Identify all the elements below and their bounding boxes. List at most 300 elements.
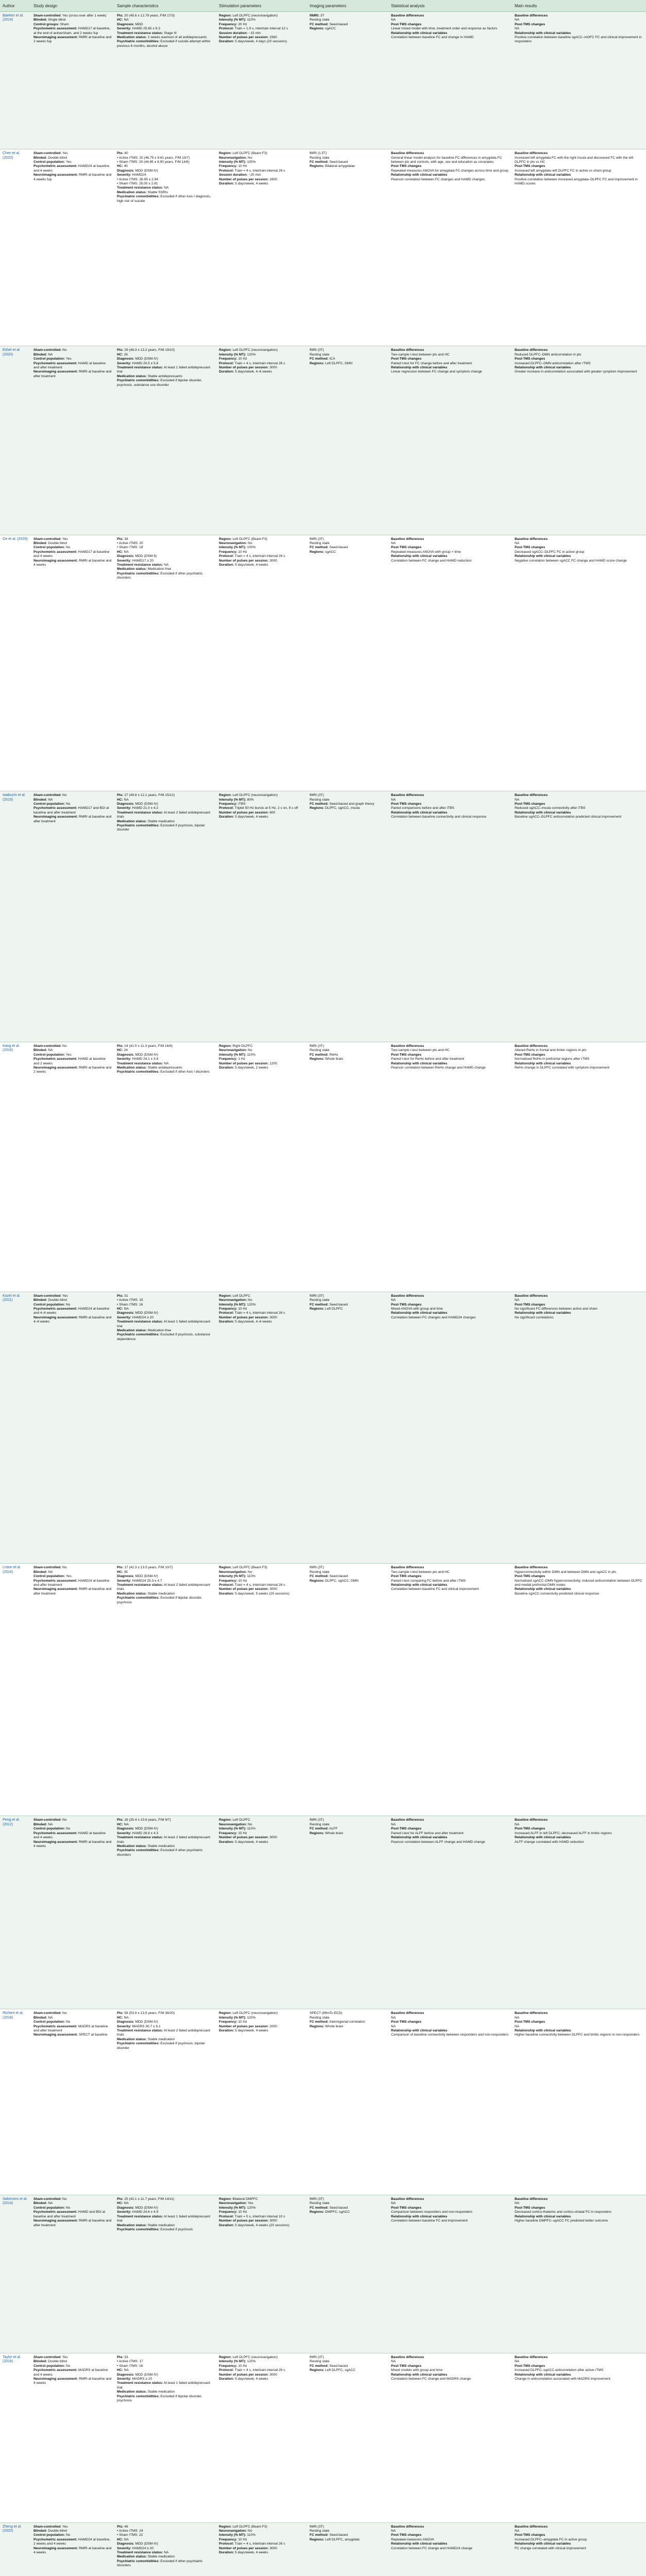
results-line: Post-TMS changes (515, 2533, 545, 2537)
results-cell (512, 2353, 646, 2522)
column-header-sample: Sample characteristics (114, 0, 216, 12)
imaging-line: RMRI: 3T (310, 14, 325, 18)
results-line: NA (515, 27, 520, 31)
imaging-cell (307, 535, 388, 791)
analysis-line: Pearson correlation between FC changes and HAMD changes (391, 177, 485, 181)
analysis-line: Post-TMS changes (391, 546, 421, 550)
author-link[interactable]: Ge et al. (2020) (3, 537, 28, 541)
imaging-line: Resting state (310, 2360, 330, 2364)
author-cell (0, 1292, 31, 1564)
stimulation-line: Region: Left DLPFC (neuronavigation) (219, 14, 278, 18)
analysis-line: Post-TMS changes (391, 164, 421, 168)
stimulation-cell (216, 2522, 307, 2576)
study-design-line: Neuroimaging assessment: RMRI at baseline and 4 weeks fup (33, 173, 112, 181)
analysis-line: Correlation between baseline FC and change in HAMD (391, 36, 474, 40)
stimulation-line: Number of pulses per session: 3000 (219, 2219, 277, 2223)
sample-line: Pts: 16 (35.4 ± 10.6 years, F/M 9/7) (117, 1818, 171, 1822)
stimulation-line: Intensity (% MT): 110% (219, 1053, 256, 1057)
results-line: Baseline differences (515, 1818, 548, 1822)
results-line: Baseline differences (515, 151, 548, 156)
results-line: Post-TMS changes (515, 2206, 545, 2210)
sample-line: Diagnosis: MDD (DSM-IV) (117, 2020, 158, 2024)
analysis-line: Paired t-test for ReHo before and after treatment (391, 1057, 464, 1061)
sample-line: Severity: HAMD 24.1 ± 3.8 (117, 1057, 159, 1061)
stimulation-line: Duration: 5 days/week, 4 weeks (219, 2028, 268, 2032)
sample-line: • Active rTMS: 20 (117, 541, 143, 546)
study-design-line: Sham-controlled: No (33, 1566, 67, 1570)
analysis-line: General linear model analysis for baseline FC differences in amygdala FC between pts and controls, with age, sex and education as covariates (391, 156, 502, 164)
results-line: Increased left amygdala–left DLPFC FC in active vs sham group (515, 168, 611, 173)
analysis-cell (388, 1564, 512, 1816)
author-link[interactable]: Peng et al. (2012) (3, 1818, 20, 1826)
results-line: NA (515, 2201, 520, 2206)
results-line: Relationship with clinical variables (515, 810, 571, 815)
results-line: Increased ALFF in left DLPFC; decreased ALFF in limbic regions (515, 1831, 612, 1835)
analysis-line: Correlation between FC change and MADRS change (391, 2377, 471, 2381)
column-header-imaging: Imaging parameters (307, 0, 388, 12)
stimulation-line: Session duration: ~20 min (219, 173, 261, 177)
stimulation-cell (216, 2195, 307, 2353)
study-design-line: Sham-controlled: No (33, 2011, 67, 2015)
sample-line: Pts: 27 (49.8 ± 12.1 years, F/M 15/12) (117, 793, 175, 798)
results-line: Hyperconnectivity within DMN and between DMN and sgACC in pts (515, 1570, 617, 1574)
design-cell (31, 535, 114, 791)
study-design-line: Psychometric assessment: HAMD24 at baseline and after treatment (33, 1579, 110, 1587)
sample-line: HC: NA (117, 18, 129, 22)
sample-line: Severity: HAMD 25.65 ± 6.3 (117, 27, 160, 31)
stimulation-line: Duration: 5 days/week, 4 weeks (219, 563, 268, 567)
table-row (0, 535, 646, 791)
stimulation-cell (216, 12, 307, 149)
analysis-line: Pearson correlation between ALFF change and HAMD change (391, 1840, 485, 1844)
results-line: Relationship with clinical variables (515, 2028, 571, 2032)
sample-cell (114, 1292, 216, 1564)
table-row (0, 1042, 646, 1292)
study-design-line: Blinded: Double blind (33, 2360, 67, 2364)
sample-line: Pts: 25 (42.1 ± 11.7 years, F/M 14/11) (117, 2197, 175, 2201)
table-row (0, 1292, 646, 1564)
analysis-line: Comparison between responders and non-responders (391, 2210, 472, 2214)
results-line: Post-TMS changes (515, 1302, 545, 1307)
imaging-line: fMRI (3T) (310, 2524, 324, 2529)
results-line: Baseline differences (515, 2524, 548, 2529)
sample-line: Psychiatric comorbidities: Excluded if other psychiatric disorders (117, 2559, 203, 2568)
imaging-cell (307, 2353, 388, 2522)
sample-line: Diagnosis: MDD (DSM-IV) (117, 802, 158, 806)
sample-line: HC: NA (117, 2368, 129, 2372)
results-line: Post-TMS changes (515, 164, 545, 168)
results-line: Normalised ReHo in prefrontal regions after rTMS (515, 1057, 590, 1061)
sample-cell (114, 2522, 216, 2576)
imaging-cell (307, 1564, 388, 1816)
analysis-line: Post-TMS changes (391, 2533, 421, 2537)
stimulation-line: Intensity (% MT): 120% (219, 1302, 256, 1307)
sample-line: Treatment resistance status: At least 1 failed antidepressant trial (117, 2214, 211, 2223)
sample-line: Treatment resistance status: NA (117, 2550, 169, 2554)
study-design-line: Blinded: NA (33, 1048, 53, 1053)
study-design-line: Sham-controlled: No (33, 348, 67, 352)
sample-line: Diagnosis: MDD (DSM-IV) (117, 357, 158, 361)
results-line: Baseline differences (515, 2011, 548, 2015)
stimulation-cell (216, 149, 307, 346)
analysis-line: Post-TMS changes (391, 2206, 421, 2210)
stimulation-line: Duration: 5 days/week, 4 weeks (219, 2550, 268, 2554)
study-design-line: Blinded: NA (33, 352, 53, 357)
imaging-line: FC method: Seed-based and graph theory (310, 802, 375, 806)
analysis-line: Baseline differences (391, 1294, 424, 1298)
study-design-line: Control groups: Sham (33, 22, 69, 26)
stimulation-line: Protocol: Train = 4 s, intertrain interval 26 s (219, 168, 285, 173)
imaging-cell (307, 2522, 388, 2576)
study-design-line: Control population: No (33, 802, 71, 806)
imaging-line: fMRI (3T) (310, 1818, 324, 1822)
sample-cell (114, 346, 216, 535)
analysis-line: Relationship with clinical variables (391, 810, 448, 815)
author-cell (0, 2009, 31, 2195)
stimulation-line: Protocol: Train = 4 s, intertrain interval 26 s (219, 1583, 285, 1587)
sample-line: • Sham rTMS: 20 (44.85 ± 8.90 years, F/M 14/6) (117, 160, 190, 164)
results-cell (512, 2522, 646, 2576)
stimulation-line: Duration: 5 days/week, 4–6 weeks (219, 370, 272, 374)
imaging-cell (307, 12, 388, 149)
stimulation-line: Duration: 5 days/week, 4 weeks (219, 1840, 268, 1844)
imaging-line: FC method: ICA (310, 357, 335, 361)
sample-cell (114, 1564, 216, 1816)
study-design-line: Psychometric assessment: HAMD17 at baseline, at the end of active/sham, and 2 weeks fup (33, 27, 111, 35)
analysis-cell (388, 791, 512, 1042)
table-row (0, 346, 646, 535)
imaging-line: FC method: Seed-based (310, 546, 348, 550)
imaging-line: Resting state (310, 1570, 330, 1574)
analysis-line: NA (391, 2529, 396, 2533)
results-line: Relationship with clinical variables (515, 1311, 571, 1315)
column-header-study-design: Study design (31, 0, 114, 12)
imaging-line: FC method: ALFF (310, 1827, 338, 1831)
imaging-cell (307, 346, 388, 535)
analysis-line: NA (391, 2015, 396, 2020)
analysis-line: Post-TMS changes (391, 802, 421, 806)
sample-cell (114, 2009, 216, 2195)
author-link[interactable]: Liston et al. (2014) (3, 1566, 21, 1574)
stimulation-line: Neuronavigation: No (219, 1570, 252, 1574)
sample-line: Pts: 58 (53.9 ± 13.5 years, F/M 38/20) (117, 2011, 175, 2015)
imaging-line: fMRI (3T) (310, 537, 324, 541)
results-cell (512, 346, 646, 535)
stimulation-line: Neuronavigation: No (219, 1822, 252, 1826)
results-line: Post-TMS changes (515, 2020, 545, 2024)
analysis-cell (388, 2195, 512, 2353)
stimulation-line: Frequency: 10 Hz (219, 2020, 247, 2024)
stimulation-cell (216, 1564, 307, 1816)
sample-line: Psychiatric comorbidities: Excluded if other psychiatric disorders (117, 1849, 203, 1857)
analysis-line: Correlation between FC changes and HAMD24 changes (391, 1315, 476, 1319)
stimulation-line: Number of pulses per session: 3000 (219, 1587, 277, 1591)
stimulation-line: Number of pulses per session: 3000 (219, 366, 277, 370)
results-line: Post-TMS changes (515, 1827, 545, 1831)
study-design-line: Neuroimaging assessment: RMRI at baseline and 4 weeks (33, 558, 112, 567)
analysis-line: Correlation between baseline FC and improvement (391, 2219, 468, 2223)
sample-line: HC: NA (117, 1822, 129, 1826)
stimulation-line: Duration: 5 days/week, 4 days (20 sessions) (219, 40, 287, 44)
sample-line: Pts: 17 (42.3 ± 13.5 years, F/M 10/7) (117, 1566, 173, 1570)
imaging-line: Regions: Left DLPFC, amygdala (310, 2537, 360, 2541)
stimulation-cell (216, 1816, 307, 2009)
analysis-line: Baseline differences (391, 2355, 424, 2360)
sample-line: Treatment resistance status: NA (117, 1061, 169, 1065)
sample-line: HC: NA (117, 550, 129, 554)
stimulation-line: Protocol: Train = 4 s, intertrain interval 26 s (219, 2542, 285, 2546)
sample-line: Medication status: Stable medication (117, 2223, 175, 2227)
stimulation-line: Duration: 5 days/week, 2 weeks (219, 1066, 268, 1070)
analysis-line: Relationship with clinical variables (391, 1061, 448, 1065)
study-design-line: Sham-controlled: No (33, 793, 67, 798)
analysis-line: Repeated-measures ANOVA with group × time (391, 550, 461, 554)
study-design-line: Psychometric assessment: HAMD at baseline and 2 weeks (33, 1057, 106, 1065)
study-design-line: Psychometric assessment: HAMD24 at baseline, 2 weeks and 4 weeks (33, 2537, 111, 2546)
analysis-line: NA (391, 2024, 396, 2028)
author-link[interactable]: Kang et al. (2016) (3, 1044, 20, 1053)
header-row (0, 0, 646, 12)
sample-line: Medication status: Stable antidepressants (117, 374, 182, 378)
results-line: NA (515, 2360, 520, 2364)
analysis-line: Post-TMS changes (391, 1827, 421, 1831)
stimulation-line: Region: Left DLPFC (neuronavigation) (219, 793, 278, 798)
sample-line: Psychiatric comorbidities: Excluded if psychosis (117, 2227, 193, 2231)
analysis-cell (388, 12, 512, 149)
results-line: Relationship with clinical variables (515, 366, 571, 370)
sample-line: Diagnosis: MDD (DSM-IV) (117, 1311, 158, 1315)
results-line: NA (515, 798, 520, 802)
stimulation-line: Intensity (% MT): 100% (219, 546, 256, 550)
study-design-line: Neuroimaging assessment: RMRI at baseline and 2 weeks (33, 1066, 112, 1074)
results-cell (512, 1042, 646, 1292)
results-line: Post-TMS changes (515, 357, 545, 361)
analysis-cell (388, 2009, 512, 2195)
results-line: Higher baseline DMPFC–sgACC FC predicted better outcome (515, 2219, 608, 2223)
imaging-cell (307, 1042, 388, 1292)
sample-line: Severity: HAMD 24.6 ± 4.9 (117, 2210, 159, 2214)
analysis-line: NA (391, 2360, 396, 2364)
analysis-line: Baseline differences (391, 1818, 424, 1822)
analysis-line: NA (391, 1298, 396, 1302)
study-design-line: Psychometric assessment: HAMD24 at baseline and 4–6 weeks (33, 1307, 110, 1315)
stimulation-line: Protocol: Train = 4 s, intertrain interval 26 s (219, 2368, 285, 2372)
analysis-cell (388, 535, 512, 791)
stimulation-line: Duration: 5 days/week, 4 weeks (219, 181, 268, 185)
sample-line: Diagnosis: MDD (DSM-5) (117, 554, 157, 558)
stimulation-line: Region: Left DLPFC (Beam F3) (219, 2524, 267, 2529)
results-line: FC change correlated with clinical improvement (515, 2546, 586, 2550)
stimulation-line: Protocol: Train = 1.9 s, intertrain interval 12 s (219, 27, 288, 31)
imaging-line: Resting state (310, 798, 330, 802)
author-cell (0, 2195, 31, 2353)
results-line: Post-TMS changes (515, 2364, 545, 2368)
results-line: No significant FC differences between active and sham (515, 1307, 598, 1311)
analysis-line: Baseline differences (391, 2524, 424, 2529)
sample-line: • Active rTMS: 15 (117, 1298, 143, 1302)
study-design-line: Psychometric assessment: HAMD at baseline and 4 weeks (33, 1831, 106, 1840)
author-link[interactable]: Chen et al. (2020) (3, 151, 20, 160)
sample-line: Pts: 38 (117, 537, 128, 541)
stimulation-cell (216, 2009, 307, 2195)
study-design-line: Sham-controlled: No (33, 1818, 67, 1822)
analysis-line: Linear regression between FC change and symptom change (391, 370, 482, 374)
author-link[interactable]: Richieri et al. (2018) (3, 2011, 24, 2020)
author-link[interactable]: Baeken et al. (2014) (3, 14, 24, 22)
study-design-line: Neuroimaging assessment: RMRI at baseline and 4 weeks (33, 1840, 112, 1848)
author-link[interactable]: Zheng et al. (2020) (3, 2524, 22, 2533)
stimulation-line: Intensity (% MT): 120% (219, 2015, 256, 2020)
study-design-line: Control population: Yes (33, 1574, 72, 1579)
column-header-statistical-analysis: Statistical analysis (388, 0, 512, 12)
stimulation-line: Number of pulses per session: 2000 (219, 2024, 277, 2028)
imaging-line: Resting state (310, 352, 330, 357)
imaging-line: Regions: Left DLPFC, DMN (310, 361, 353, 365)
analysis-line: Relationship with clinical variables (391, 1583, 448, 1587)
results-line: Post-TMS changes (515, 22, 545, 26)
sample-cell (114, 12, 216, 149)
stimulation-line: Protocol: Triplet 50 Hz bursts at 5 Hz, 2 s on, 8 s off (219, 806, 298, 810)
sample-line: • Active rTMS: 20 (46.75 ± 9.61 years, F/M 13/7) (117, 156, 190, 160)
author-link[interactable]: Iwabuchi et al. (2019) (3, 793, 26, 802)
sample-line: Treatment resistance status: NA (117, 186, 169, 190)
results-line: Altered ReHo in frontal and limbic regions in pts (515, 1048, 587, 1053)
imaging-line: Resting state (310, 541, 330, 546)
author-link[interactable]: Salomons et al. (2014) (3, 2197, 28, 2206)
imaging-line: Regions: sgACC (310, 27, 336, 31)
study-design-line: Sham-controlled: Yes (33, 2524, 68, 2529)
analysis-line: Post-TMS changes (391, 1574, 421, 1579)
results-line: Relationship with clinical variables (515, 554, 571, 558)
stimulation-line: Duration: 5 days/week, 4 weeks (219, 2377, 268, 2381)
imaging-line: fMRI (3T) (310, 1044, 324, 1048)
study-design-line: Blinded: NA (33, 2015, 53, 2020)
sample-line: Psychiatric comorbidities: Excluded if other Axis I diagnosis, high risk of suicide (117, 195, 211, 203)
study-design-line: Blinded: Double blind (33, 1298, 67, 1302)
table-row (0, 149, 646, 346)
sample-line: Treatment resistance status: At least 2 failed antidepressant trials (117, 1583, 211, 1591)
analysis-line: Post-TMS changes (391, 1053, 421, 1057)
table-row (0, 791, 646, 1042)
sample-line: Psychiatric comorbidities: Excluded if other Axis I disorders (117, 1070, 210, 1074)
sample-line: Severity: HAMD 20.5 ± 5.8 (117, 361, 159, 365)
analysis-cell (388, 346, 512, 535)
results-line: Baseline differences (515, 2355, 548, 2360)
sample-cell (114, 1816, 216, 2009)
stimulation-line: Neuronavigation: No (219, 156, 252, 160)
analysis-line: NA (391, 2201, 396, 2206)
analysis-line: Repeated-measures ANOVA (391, 2537, 434, 2541)
results-line: Higher baseline connectivity between DLPFC and limbic regions in non-responders (515, 2033, 640, 2037)
sample-line: Psychiatric comorbidities: Excluded if bipolar disorder, psychosis, substance use disorder (117, 379, 202, 387)
results-line: Post-TMS changes (515, 1574, 545, 1579)
sample-line: Psychiatric comorbidities: Excluded if psychosis, substance dependence (117, 1333, 211, 1341)
design-cell (31, 2195, 114, 2353)
sample-line: Severity: MADRS ≥ 20 (117, 2377, 152, 2381)
column-header-author: Author (0, 0, 31, 12)
results-line: NA (515, 1822, 520, 1826)
stimulation-line: Neuronavigation: Yes (219, 2201, 253, 2206)
stimulation-line: Intensity (% MT): 120% (219, 2206, 256, 2210)
stimulation-line: Intensity (% MT): 120% (219, 2360, 256, 2364)
study-design-line: Blinded: Double blind (33, 541, 67, 546)
sample-line: • Sham rTMS: 16 (117, 2364, 143, 2368)
sample-line: Diagnosis: MDD (117, 22, 143, 26)
sample-line: Medication status: Stable medication (117, 819, 175, 823)
stimulation-line: Region: Left DLPFC (neuronavigation) (219, 348, 278, 352)
analysis-line: Paired t-test comparing FC before and after rTMS (391, 1579, 466, 1583)
stimulation-line: Frequency: 10 Hz (219, 2537, 247, 2541)
study-design-line: Psychometric assessment: HAMD at baseline and after treatment (33, 361, 106, 370)
study-design-line: Neuroimaging assessment: RMRI at baseline and 4 weeks (33, 2377, 112, 2385)
analysis-line: Paired t-test for FC change before and after treatment (391, 361, 472, 365)
analysis-line: Baseline differences (391, 2197, 424, 2201)
author-cell (0, 535, 31, 791)
imaging-line: FC method: Seed-based (310, 1302, 348, 1307)
sample-line: • Sham rTMS: 18 (117, 546, 143, 550)
table-row (0, 1564, 646, 1816)
imaging-line: Regions: Whole brain (310, 1057, 344, 1061)
results-line: Baseline differences (515, 1044, 548, 1048)
analysis-line: Baseline differences (391, 14, 424, 18)
study-design-line: Blinded: Double blind (33, 156, 67, 160)
study-design-line: Psychometric assessment: HAMD and BDI at baseline and after treatment (33, 2210, 106, 2218)
author-link[interactable]: Eshel et al. (2020) (3, 348, 21, 357)
imaging-line: FC method: Seed-based (310, 2364, 348, 2368)
analysis-line: Baseline differences (391, 1566, 424, 1570)
imaging-line: Regions: Left DLPFC (310, 1307, 343, 1311)
stimulation-cell (216, 1292, 307, 1564)
results-line: Increased DLPFC–DMN anticorrelation after rTMS (515, 361, 591, 365)
study-design-line: Blinded: NA (33, 1822, 53, 1826)
sample-line: Treatment resistance status: At least 1 failed antidepressant trial (117, 2381, 211, 2389)
stimulation-line: Protocol: Train = 4 s, intertrain interval 26 s (219, 554, 285, 558)
stimulation-line: Intensity (% MT): 110% (219, 18, 256, 22)
design-cell (31, 1292, 114, 1564)
stimulation-line: Duration: 5 days/week, 5 weeks (25 sessions) (219, 1591, 290, 1596)
imaging-line: Resting state (310, 1822, 330, 1826)
sample-line: Medication status: Stable medication (117, 2555, 175, 2559)
study-design-line: Psychometric assessment: HAMD17 and BDI at baseline and after treatment (33, 806, 109, 815)
sample-line: Pts: 40 (117, 151, 128, 156)
author-link[interactable]: Kozel et al. (2011) (3, 1294, 21, 1302)
author-cell (0, 1816, 31, 2009)
imaging-line: SPECT (99mTc-ECD) (310, 2011, 343, 2015)
design-cell (31, 1564, 114, 1816)
design-cell (31, 149, 114, 346)
stimulation-line: Protocol: Train = 4 s, intertrain interval 26 s (219, 1311, 285, 1315)
study-design-line: Psychometric assessment: MADRS at baseline and 4 weeks (33, 2368, 108, 2377)
stimulation-line: Region: Bilateral DMPFC (219, 2197, 258, 2201)
study-design-line: Control population: No (33, 2020, 71, 2024)
table-row (0, 1816, 646, 2009)
design-cell (31, 12, 114, 149)
sample-line: Medication status: Medication-free (117, 567, 172, 571)
sample-line: Treatment resistance status: At least 2 failed antidepressant trials (117, 2028, 211, 2037)
analysis-line: Baseline differences (391, 793, 424, 798)
analysis-line: Correlation between FC change and HAMD reduction (391, 558, 472, 563)
author-cell (0, 149, 31, 346)
stimulation-line: Frequency: 10 Hz (219, 2364, 247, 2368)
sample-line: Pts: 29 (48.3 ± 13.2 years, F/M 19/10) (117, 348, 175, 352)
author-link[interactable]: Taylor et al. (2018) (3, 2355, 21, 2364)
analysis-line: Baseline differences (391, 537, 424, 541)
analysis-line: Repeated-measures ANOVA for amygdala FC changes across time and group (391, 168, 508, 173)
analysis-line: NA (391, 541, 396, 546)
imaging-cell (307, 2009, 388, 2195)
results-cell (512, 1564, 646, 1816)
design-cell (31, 1042, 114, 1292)
